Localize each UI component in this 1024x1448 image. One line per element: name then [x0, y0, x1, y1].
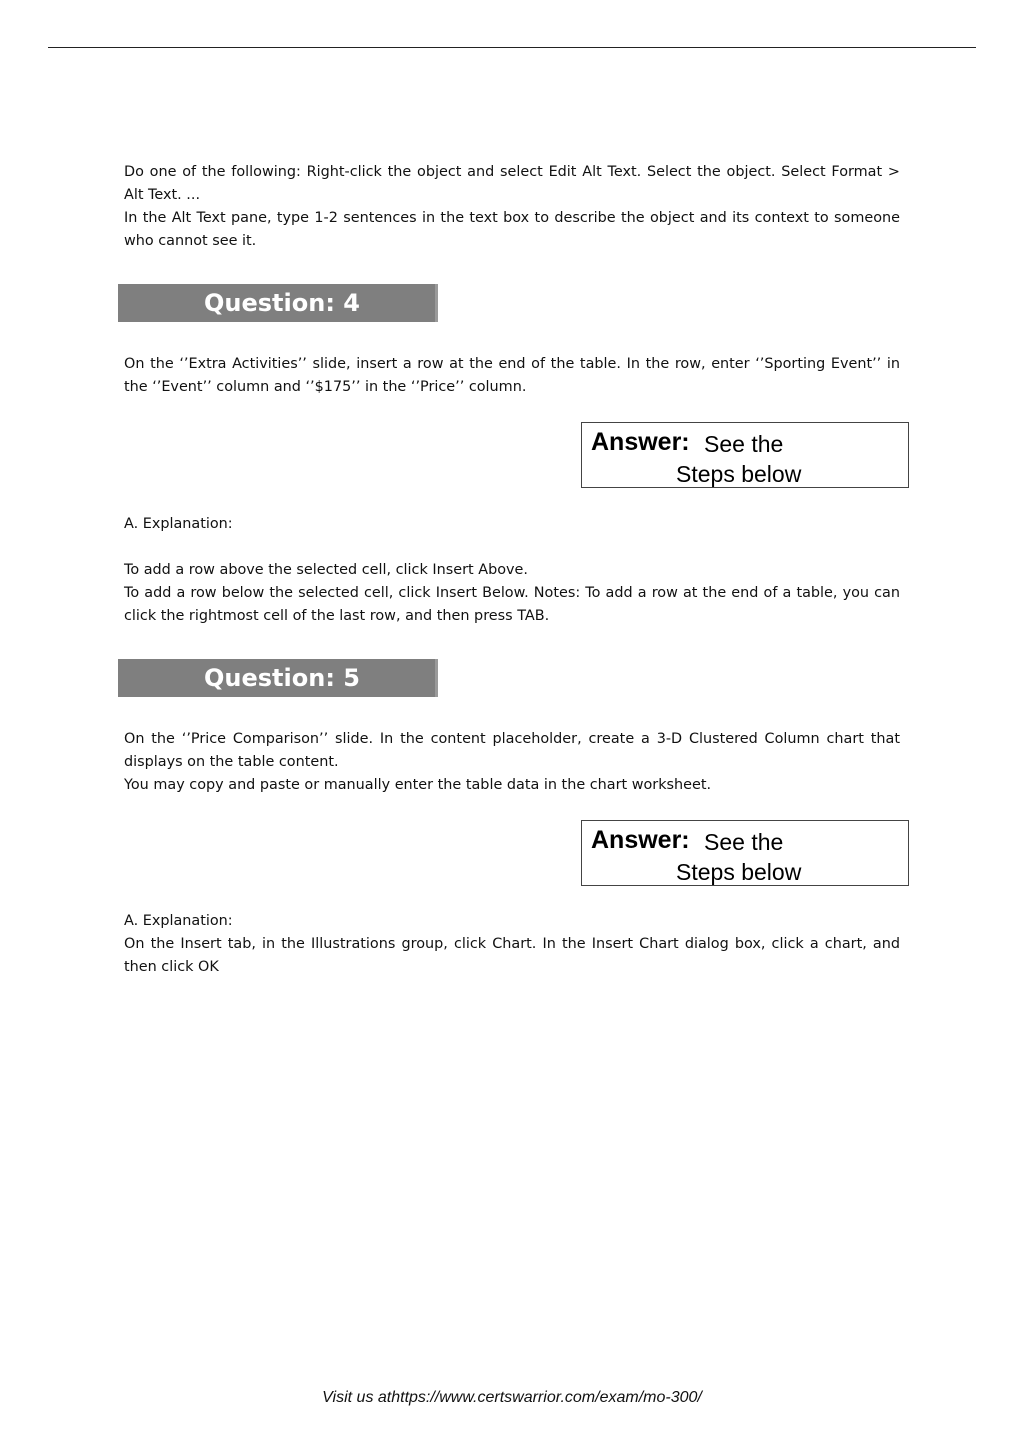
answer-label: Answer: [591, 428, 690, 456]
question-5-prompt-1: On the ‘’Price Comparison’’ slide. In the content placeholder, create a 3-D Clustered Column chart that displays on the table content. [124, 731, 900, 770]
header-rule [48, 47, 976, 48]
answer-text-line-1: See the [704, 431, 784, 457]
answer-text-line-1: See the [704, 829, 784, 855]
question-5-explanation-1: On the Insert tab, in the Illustrations group, click Chart. In the Insert Chart dialog box, click a chart, and then click OK [124, 936, 900, 975]
question-5-heading: Question: 5 [204, 664, 360, 692]
question-5-explanation-label: A. Explanation: [124, 913, 233, 929]
intro-paragraph-2: In the Alt Text pane, type 1-2 sentences in the text box to describe the object and its context to someone who cannot see it. [124, 210, 900, 249]
question-5-prompt-2: You may copy and paste or manually enter the table data in the chart worksheet. [124, 777, 712, 793]
question-5-answer-box [581, 820, 909, 886]
intro-paragraph-1: Do one of the following: Right-click the object and select Edit Alt Text. Select the object. Select Format > Alt Text. ... [124, 164, 900, 203]
question-4-heading: Question: 4 [204, 289, 360, 317]
question-4-explanation-1: To add a row above the selected cell, click Insert Above. [124, 562, 528, 578]
question-4-explanation-2: To add a row below the selected cell, click Insert Below. Notes: To add a row at the end of a table, you can click the rightmost cell of the last row, and then press TAB. [124, 585, 900, 624]
question-4-answer-box [581, 422, 909, 488]
question-4-explanation-label: A. Explanation: [124, 516, 233, 532]
question-4-heading-bar [118, 284, 438, 322]
answer-label: Answer: [591, 826, 690, 854]
answer-text-line-2: Steps below [676, 461, 802, 487]
question-5-heading-bar [118, 659, 438, 697]
footer-link[interactable]: Visit us athttps://www.certswarrior.com/exam/mo-300/ [322, 1389, 702, 1406]
question-4-prompt: On the ‘’Extra Activities’’ slide, insert a row at the end of the table. In the row, enter ‘’Sporting Event’’ in the ‘’Event’’ column and ‘’$175’’ in the ‘’Price’’ column. [124, 356, 900, 395]
answer-text-line-2: Steps below [676, 859, 802, 885]
